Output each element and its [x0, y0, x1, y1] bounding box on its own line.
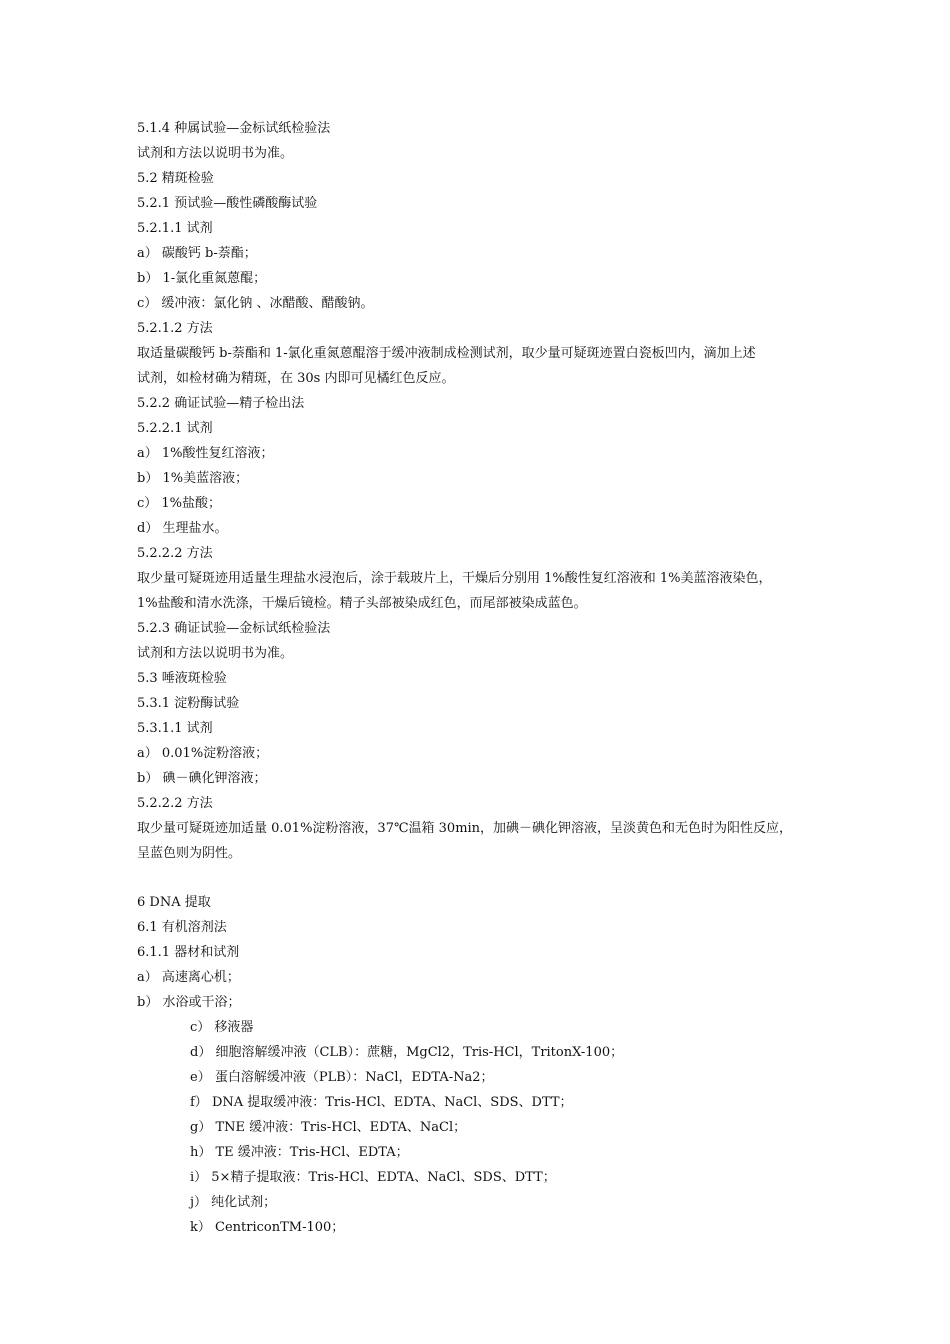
paragraph: 取少量可疑斑迹用适量生理盐水浸泡后，涂于载玻片上，干燥后分别用 1%酸性复红溶液和 1%美蓝溶液染色，	[137, 571, 772, 586]
heading-5-2-1-1: 5.2.1.1 试剂	[137, 221, 213, 236]
heading-5-2-2: 5.2.2 确证试验—精子检出法	[137, 396, 305, 411]
list-item-indented: e） 蛋白溶解缓冲液（PLB）：NaCl，EDTA-Na2；	[190, 1070, 494, 1085]
list-item: c） 1%盐酸；	[137, 496, 222, 511]
heading-6-1-1: 6.1.1 器材和试剂	[137, 945, 240, 960]
list-item-indented: j） 纯化试剂；	[190, 1195, 277, 1210]
paragraph: 呈蓝色则为阴性。	[137, 846, 242, 861]
paragraph: 取适量碳酸钙 b-萘酯和 1-氯化重氮蒽醌溶于缓冲液制成检测试剂，取少量可疑斑迹置白瓷板凹内，滴加上述	[137, 346, 756, 361]
list-item: b） 水浴或干浴；	[137, 995, 241, 1010]
heading-5-2-3: 5.2.3 确证试验—金标试纸检验法	[137, 621, 331, 636]
list-item-indented: f） DNA 提取缓冲液：Tris-HCl、EDTA、NaCl、SDS、DTT；	[190, 1095, 573, 1110]
heading-5-3-1: 5.3.1 淀粉酶试验	[137, 696, 240, 711]
paragraph: 1%盐酸和清水洗涤，干燥后镜检。精子头部被染成红色，而尾部被染成蓝色。	[137, 596, 587, 611]
list-item: a） 碳酸钙 b-萘酯；	[137, 246, 257, 261]
heading-5-1-4: 5.1.4 种属试验—金标试纸检验法	[137, 121, 331, 136]
heading-5-2-2-2-repeat: 5.2.2.2 方法	[137, 796, 213, 811]
paragraph: 取少量可疑斑迹加适量 0.01%淀粉溶液，37℃温箱 30min，加碘－碘化钾溶液，呈淡黄色和无色时为阳性反应，	[137, 821, 793, 836]
list-item: b） 碘－碘化钾溶液；	[137, 771, 267, 786]
heading-5-2: 5.2 精斑检验	[137, 171, 214, 186]
list-item: a） 高速离心机；	[137, 970, 240, 985]
paragraph: 试剂和方法以说明书为准。	[137, 146, 294, 161]
heading-5-3-1-1: 5.3.1.1 试剂	[137, 721, 213, 736]
heading-6-1: 6.1 有机溶剂法	[137, 920, 227, 935]
list-item-indented: g） TNE 缓冲液：Tris-HCl、EDTA、NaCl；	[190, 1120, 467, 1135]
heading-5-2-2-1: 5.2.2.1 试剂	[137, 421, 213, 436]
heading-6: 6 DNA 提取	[137, 895, 211, 910]
list-item: a） 0.01%淀粉溶液；	[137, 746, 269, 761]
list-item-indented: d） 细胞溶解缓冲液（CLB）：蔗糖，MgCl2，Tris-HCl，TritonX-100；	[190, 1045, 624, 1060]
list-item: d） 生理盐水。	[137, 521, 228, 536]
paragraph: 试剂，如检材确为精斑，在 30s 内即可见橘红色反应。	[137, 371, 455, 386]
paragraph: 试剂和方法以说明书为准。	[137, 646, 294, 661]
list-item-indented: c） 移液器	[190, 1020, 254, 1035]
heading-5-3: 5.3 唾液斑检验	[137, 671, 227, 686]
heading-5-2-1-2: 5.2.1.2 方法	[137, 321, 213, 336]
list-item-indented: h） TE 缓冲液：Tris-HCl、EDTA；	[190, 1145, 409, 1160]
list-item: b） 1-氯化重氮蒽醌；	[137, 271, 267, 286]
list-item-indented: i） 5×精子提取液：Tris-HCl、EDTA、NaCl、SDS、DTT；	[190, 1170, 556, 1185]
heading-5-2-1: 5.2.1 预试验—酸性磷酸酶试验	[137, 196, 318, 211]
list-item: a） 1%酸性复红溶液；	[137, 446, 274, 461]
list-item: b） 1%美蓝溶液；	[137, 471, 249, 486]
list-item-indented: k） CentriconTM-100；	[190, 1220, 345, 1235]
list-item: c） 缓冲液：氯化钠 、冰醋酸、醋酸钠。	[137, 296, 374, 311]
heading-5-2-2-2: 5.2.2.2 方法	[137, 546, 213, 561]
